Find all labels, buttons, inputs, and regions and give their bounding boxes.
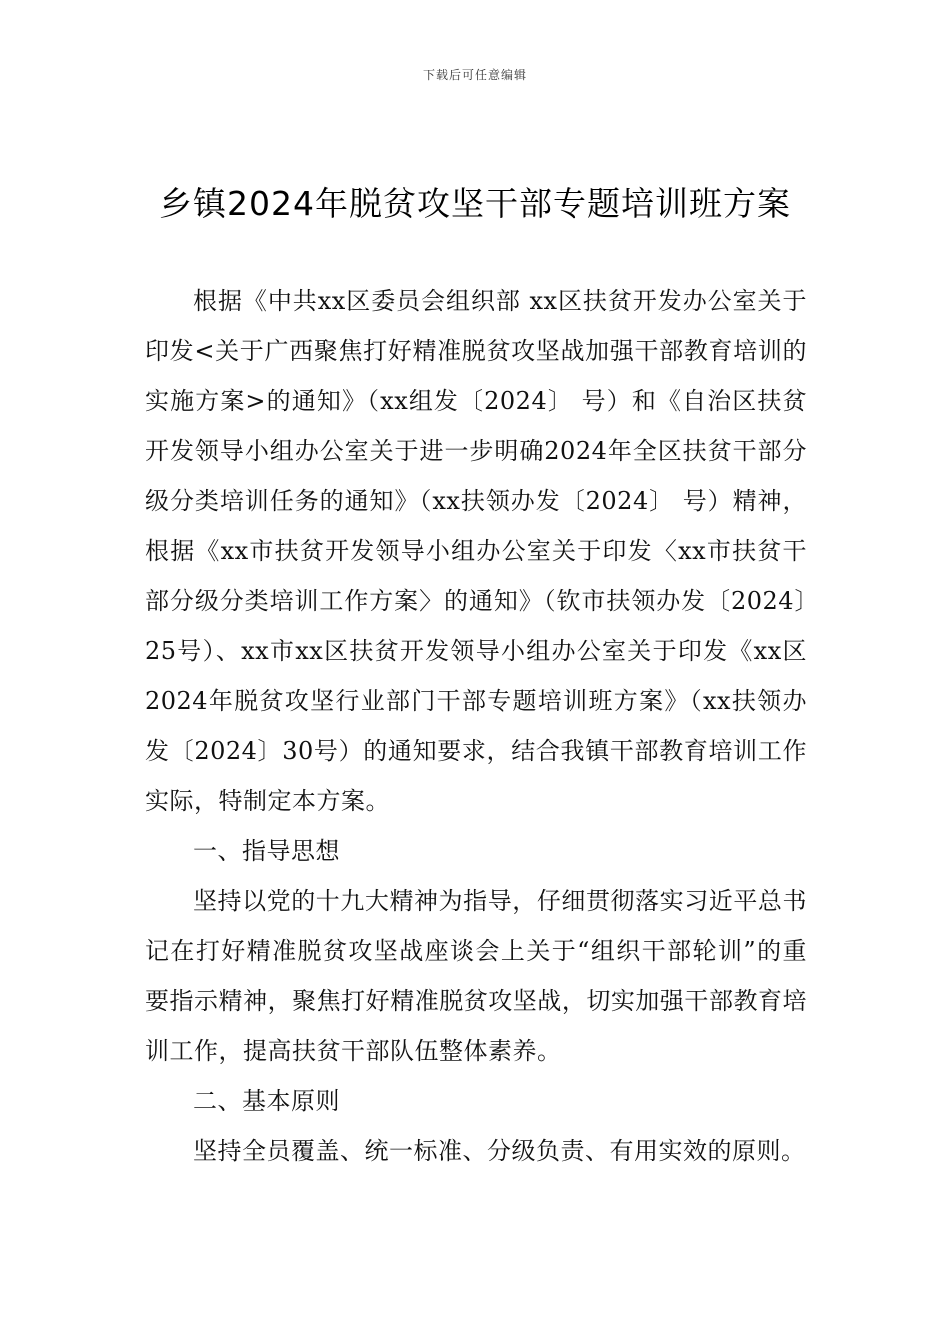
section-heading-guiding-thought: 一、指导思想 [193,837,340,865]
intro-paragraph: 根据《中共xx区委员会组织部 xx区扶贫开发办公室关于印发<关于广西聚焦打好精准脱贫攻坚战加强干部教育培训的实施方案>的通知》（xx组发〔2024〕 号）和《自治区扶贫开发领导小组办公室关于进一步明确2024年全区扶贫干部分级分类培训任务的通知》（xx扶领办发〔2024〕 号）精神，根据《xx市扶贫开发领导小组办公室关于印发〈xx市扶贫干部分级分类培训工作方案〉的通知》（钦市扶领办发〔2024〕25号）、xx市xx区扶贫开发领导小组办公室关于印发《xx区2024年脱贫攻坚行业部门干部专题培训班方案》（xx扶领办发〔2024〕30号）的通知要求，结合我镇干部教育培训工作实际，特制定本方案。 [145,287,807,815]
page-title: 乡镇2024年脱贫攻坚干部专题培训班方案 [159,184,791,223]
section-body-guiding-thought: 坚持以党的十九大精神为指导，仔细贯彻落实习近平总书记在打好精准脱贫攻坚战座谈会上关于“组织干部轮训”的重要指示精神，聚焦打好精准脱贫攻坚战，切实加强干部教育培训工作，提高扶贫干部队伍整体素养。 [145,887,807,1065]
section-heading-basic-principles: 二、基本原则 [193,1087,340,1115]
section-body-basic-principles: 坚持全员覆盖、统一标准、分级负责、有用实效的原则。 [193,1137,806,1165]
header-note: 下载后可任意编辑 [422,68,527,82]
document-body [145,276,807,1176]
